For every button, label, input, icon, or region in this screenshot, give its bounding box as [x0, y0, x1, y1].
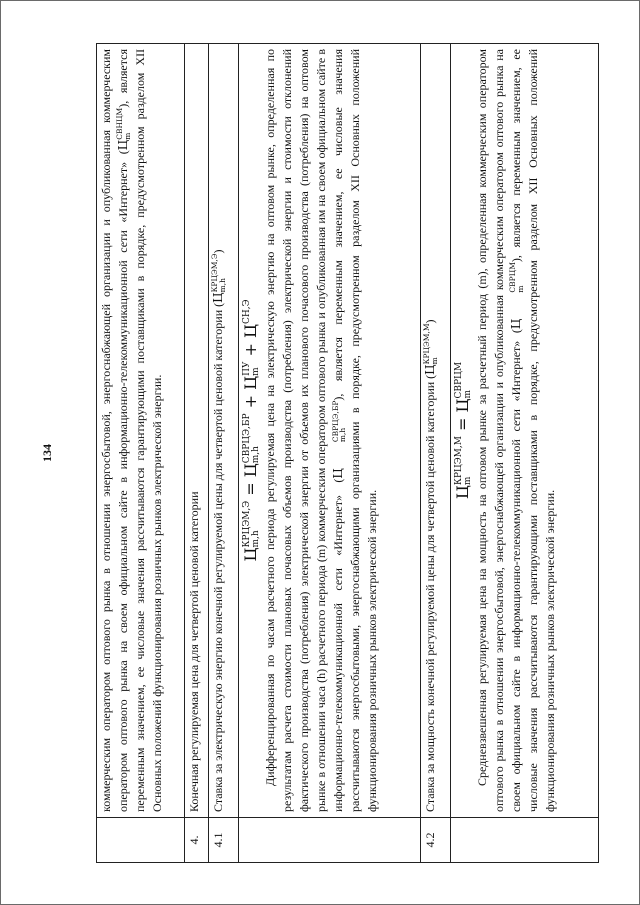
row-title-cell: Ставка за мощность конечной регулируемой цены для четвертой ценовой категории (Ц КРЦЭМ,М m )	[421, 43, 451, 817]
row-number-cell	[97, 817, 185, 862]
table-row-4-2-body	[451, 43, 599, 862]
capacity-rate-title: Ставка за мощность конечной регулируемой цены для четвертой ценовой категории (	[423, 374, 437, 812]
continuation-text: коммерческим оператором оптового рынка в отношении энергосбытовой, энергоснабжающей организации и опубликованная коммерческим оператором оптового рынка на своем официальном сайте в информационно-телекоммуникационной сети «Интернет» (	[99, 48, 131, 812]
table-row-4-1-body	[239, 43, 421, 862]
energy-rate-title: Ставка за электрическую энергию конечной регулируемой цены для четвертой ценовой категории (	[211, 302, 225, 812]
row-number-cell: 4.	[185, 817, 209, 862]
price-symbol-krcem-m: Ц КРЦЭМ,М m	[422, 322, 439, 375]
price-symbol-svnc: Ц СВНЦМ m	[115, 107, 132, 150]
row-title-cell: Ставка за электрическую энергию конечной регулируемой цены для четвертой ценовой категории (Ц КРЦЭМ,Э m,h )	[209, 43, 239, 817]
rotated-page	[40, 43, 600, 863]
price-symbol-svrce-br: Ц СВРЦЭ,БР m,h	[330, 400, 347, 479]
tariff-table	[96, 43, 599, 863]
row-body-cell: Ц КРЦЭМ,Э m,h = Ц СВРЦЭ,БР m,h + Ц ПУ m + Ц СН,Э Дифференцированная по часам расчетного периода регулируемая цена на электрическую энергию на оптовом рынке, определенная по результатам расчета стоимости плановых почасовых объемов производства (потребления) электрической энергии и стоимости отклонений фактического производства (потребления) электрической энергии от объемов их планового почасового производства (потребления) на оптовом рынке в отношении часа (h) расчетного периода (m) коммерческим оператором оптового рынка и опубликованная им на своем официальном сайте в информационно-телекоммуникационной сети «Интернет» (Ц СВРЦЭ,БР m,h ), является переменным значением, ее числовые значения рассчитываются энергосбытовыми, энергоснабжающими организациями в порядке, предусмотренном разделом XII Основных положений функционирования розничных рынков электрической энергии.	[239, 43, 421, 817]
section-heading-cell	[185, 43, 209, 817]
table-row-continuation	[97, 43, 185, 862]
row-body-cell: Ц КРЦЭМ,М m = Ц СВРЦМ m Средневзвешенная регулируемая цена на мощность на оптовом рынке за расчетный период (m), определенная коммерческим оператором оптового рынка в отношении энергосбытовой, энергоснабжающей организации и опубликованная коммерческим оператором оптового рынка на своем официальном сайте в информационно-телекоммуникационной сети «Интернет» (Ц СВРЦМ m ), является переменным значением, ее числовые значения рассчитываются гарантирующими поставщиками в порядке, предусмотренном разделом XII Основных положений функционирования розничных рынков электрической энергии.	[451, 43, 599, 817]
price-symbol-krcem-e: Ц КРЦЭМ,Э m,h	[210, 252, 227, 303]
section-heading: Конечная регулируемая цена для четвертой ценовой категории	[187, 490, 201, 812]
table-row-4	[185, 43, 209, 862]
row-number-cell: 4.2	[421, 817, 451, 862]
energy-rate-formula: Ц КРЦЭМ,Э m,h = Ц СВРЦЭ,БР m,h + Ц ПУ m + Ц СН,Э	[241, 299, 261, 561]
row-number-cell-empty	[451, 817, 599, 862]
capacity-rate-formula: Ц КРЦЭМ,М m = Ц СВРЦМ m	[453, 361, 473, 499]
row-number-cell: 4.1	[209, 817, 239, 862]
continuation-text-end: ), является переменным значением, ее числовые значения рассчитываются гарантирующими поставщиками в порядке, предусмотренном разделом XII Основных положений функционирования розничных рынков электрической энергии.	[116, 48, 165, 812]
energy-rate-description: Дифференцированная по часам расчетного периода регулируемая цена на электрическую энергию на оптовом рынке, определенная по результатам расчета стоимости плановых почасовых объемов производства (потребления) электрической энергии и стоимости отклонений фактического производства (потребления) электрической энергии от объемов их планового почасового производства (потребления) на оптовом рынке в отношении часа (h) расчетного периода (m) коммерческим оператором оптового рынка и опубликованная им на своем официальном сайте в информационно-телекоммуникационной сети «Интернет» (	[263, 48, 346, 812]
price-symbol-svrcm: Ц СВРЦМ m	[508, 261, 525, 329]
capacity-rate-description: Средневзвешенная регулируемая цена на мощность на оптовом рынке за расчетный период (m), определенная коммерческим оператором оптового рынка в отношении энергосбытовой, энергоснабжающей организации и опубликованная коммерческим оператором оптового рынка на своем официальном сайте в информационно-телекоммуникационной сети «Интернет» (	[475, 48, 524, 812]
row-text-cell	[97, 43, 185, 817]
page-number: 134	[40, 443, 54, 462]
table-row-4-1-title	[209, 43, 239, 862]
table-row-4-2-title	[421, 43, 451, 862]
row-number-cell-empty	[239, 817, 421, 862]
